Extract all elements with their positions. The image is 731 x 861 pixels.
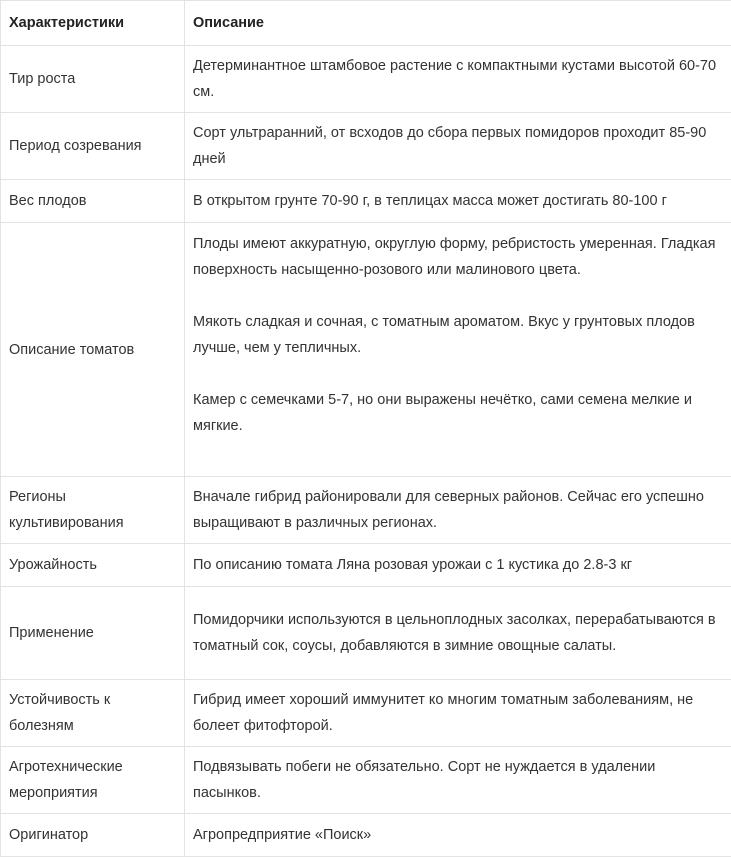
row-label: Урожайность xyxy=(1,544,185,587)
row-description xyxy=(185,113,731,180)
table-row xyxy=(1,223,731,477)
table-row xyxy=(1,180,731,223)
description-paragraph: Помидорчики используются в цельноплодных засолках, перерабатываются в томатный сок, соусы, добавляются в зимние овощные салаты. xyxy=(193,612,716,654)
table-row xyxy=(1,680,731,747)
row-label: Устойчивость к болезням xyxy=(1,680,185,747)
description-paragraph: Детерминантное штамбовое растение с компактными кустами высотой 60-70 см. xyxy=(193,58,717,100)
row-description xyxy=(185,814,731,857)
row-label: Применение xyxy=(1,587,185,680)
description-paragraph: Агропредприятие «Поиск» xyxy=(193,827,372,843)
row-label: Оригинатор xyxy=(1,814,185,857)
row-description xyxy=(185,46,731,113)
table-row xyxy=(1,544,731,587)
header-description: Описание xyxy=(185,1,731,46)
description-paragraph: Плоды имеют аккуратную, округлую форму, ребристость умеренная. Гладкая поверхность насыщенно-розового или малинового цвета. xyxy=(193,236,716,278)
description-paragraph: Подвязывать побеги не обязательно. Сорт не нуждается в удалении пасынков. xyxy=(193,759,656,801)
row-description xyxy=(185,180,731,223)
row-label: Агротехнические мероприятия xyxy=(1,747,185,814)
row-label: Вес плодов xyxy=(1,180,185,223)
row-description xyxy=(185,477,731,544)
table-row xyxy=(1,46,731,113)
description-paragraph: Сорт ультраранний, от всходов до сбора первых помидоров проходит 85-90 дней xyxy=(193,125,707,167)
row-label: Описание томатов xyxy=(1,223,185,477)
description-paragraph: Гибрид имеет хороший иммунитет ко многим томатным заболеваниям, не болеет фитофторой. xyxy=(193,692,694,734)
table-header-row xyxy=(1,1,731,46)
row-description xyxy=(185,680,731,747)
table-row xyxy=(1,814,731,857)
row-label: Регионы культивирования xyxy=(1,477,185,544)
row-description xyxy=(185,544,731,587)
header-characteristics: Характеристики xyxy=(1,1,185,46)
table-row xyxy=(1,587,731,680)
row-label: Тир роста xyxy=(1,46,185,113)
row-description xyxy=(185,223,731,477)
table-row xyxy=(1,477,731,544)
table-row xyxy=(1,747,731,814)
description-paragraph: По описанию томата Ляна розовая урожаи с 1 кустика до 2.8-3 кг xyxy=(193,557,633,573)
row-description xyxy=(185,587,731,680)
description-paragraph: Вначале гибрид районировали для северных районов. Сейчас его успешно выращивают в различных регионах. xyxy=(193,489,704,531)
description-paragraph: Камер с семечками 5-7, но они выражены нечётко, сами семена мелкие и мягкие. xyxy=(193,392,692,434)
row-description xyxy=(185,747,731,814)
description-paragraph: В открытом грунте 70-90 г, в теплицах масса может достигать 80-100 г xyxy=(193,193,667,209)
table-row xyxy=(1,113,731,180)
description-paragraph: Мякоть сладкая и сочная, с томатным ароматом. Вкус у грунтовых плодов лучше, чем у тепличных. xyxy=(193,314,695,356)
row-label: Период созревания xyxy=(1,113,185,180)
